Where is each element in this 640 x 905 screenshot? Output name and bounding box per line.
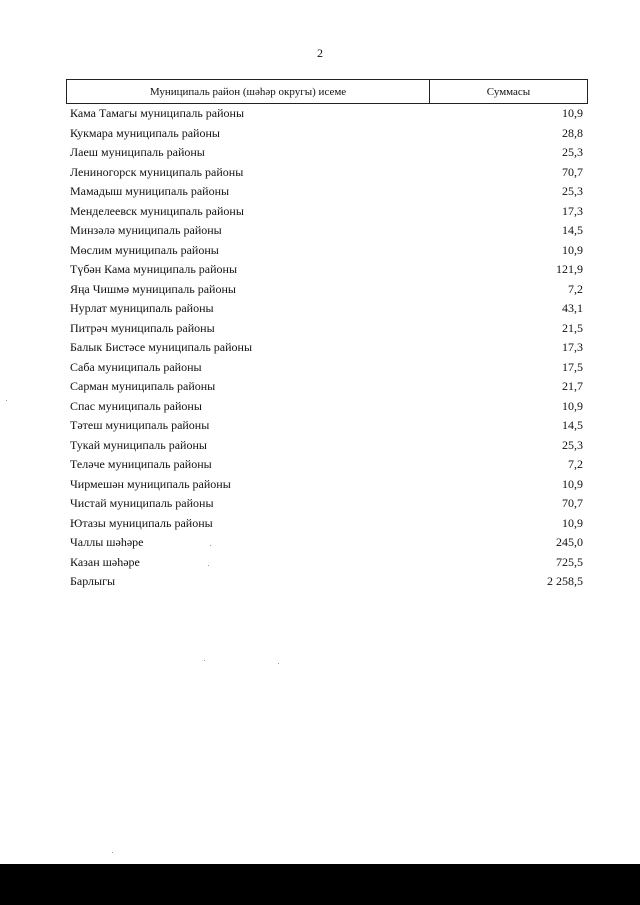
row-amount: 28,8 [562, 125, 583, 140]
row-name: Лениногорск муниципаль районы [70, 164, 244, 179]
row-amount: 70,7 [562, 164, 583, 179]
row-amount: 14,5 [562, 418, 583, 433]
row-amount: 21,7 [562, 379, 583, 394]
table-row [70, 319, 583, 339]
row-name: Кама Тамагы муниципаль районы [70, 106, 245, 121]
row-amount: 7,2 [568, 281, 583, 296]
scan-speck [204, 660, 205, 661]
row-amount: 10,9 [562, 398, 583, 413]
table-row [70, 416, 583, 436]
table-row [70, 572, 583, 592]
row-name: Барлыгы [70, 574, 116, 589]
row-name: Чаллы шәһәре [70, 535, 144, 550]
table-row [70, 436, 583, 456]
scan-speck [278, 663, 279, 664]
table-row [70, 124, 583, 144]
table-row [70, 377, 583, 397]
row-name: Питрәч муниципаль районы [70, 320, 215, 335]
row-amount: 725,5 [556, 554, 583, 569]
table-row [70, 494, 583, 514]
row-name: Саба муниципаль районы [70, 359, 202, 374]
row-amount: 25,3 [562, 437, 583, 452]
row-name: Мамадыш муниципаль районы [70, 184, 230, 199]
row-amount: 10,9 [562, 106, 583, 121]
table-row [70, 221, 583, 241]
row-name: Нурлат муниципаль районы [70, 301, 214, 316]
row-name: Кукмара муниципаль районы [70, 125, 220, 140]
table-body [70, 104, 583, 592]
table-row [70, 397, 583, 417]
row-amount: 2 258,5 [547, 574, 583, 589]
table-row [70, 280, 583, 300]
row-amount: 245,0 [556, 535, 583, 550]
table-row [70, 143, 583, 163]
row-name: Спас муниципаль районы [70, 398, 202, 413]
scan-border-bottom [0, 864, 640, 905]
row-name: Чирмешән муниципаль районы [70, 476, 231, 491]
scan-speck [210, 545, 211, 546]
table-row [70, 338, 583, 358]
table-row [70, 202, 583, 222]
row-name: Чистай муниципаль районы [70, 496, 214, 511]
row-amount: 10,9 [562, 476, 583, 491]
row-name: Казан шәһәре [70, 554, 140, 569]
column-header-amount: Суммасы [486, 85, 531, 98]
row-amount: 10,9 [562, 515, 583, 530]
row-amount: 21,5 [562, 320, 583, 335]
row-name: Минзәлә муниципаль районы [70, 223, 222, 238]
row-amount: 17,3 [562, 340, 583, 355]
table-row [70, 475, 583, 495]
row-amount: 70,7 [562, 496, 583, 511]
row-amount: 25,3 [562, 145, 583, 160]
row-name: Яңа Чишмә муниципаль районы [70, 281, 236, 296]
scan-speck [208, 565, 209, 566]
row-amount: 43,1 [562, 301, 583, 316]
row-name: Тукай муниципаль районы [70, 437, 207, 452]
scan-speck [112, 852, 113, 853]
row-amount: 10,9 [562, 242, 583, 257]
row-name: Лаеш муниципаль районы [70, 145, 205, 160]
row-amount: 14,5 [562, 223, 583, 238]
row-name: Тәтеш муниципаль районы [70, 418, 210, 433]
row-name: Мөслим муниципаль районы [70, 242, 219, 257]
table-row [70, 299, 583, 319]
scan-speck [6, 400, 7, 401]
row-amount: 17,5 [562, 359, 583, 374]
table-row [70, 533, 583, 553]
table-row [70, 182, 583, 202]
table-row [70, 260, 583, 280]
row-amount: 121,9 [556, 262, 583, 277]
table-row [70, 553, 583, 573]
row-name: Менделеевск муниципаль районы [70, 203, 244, 218]
row-amount: 25,3 [562, 184, 583, 199]
table-row [70, 455, 583, 475]
row-name: Сарман муниципаль районы [70, 379, 216, 394]
row-name: Түбән Кама муниципаль районы [70, 262, 238, 277]
row-amount: 7,2 [568, 457, 583, 472]
row-name: Ютазы муниципаль районы [70, 515, 213, 530]
table-header [66, 79, 588, 104]
table-row [70, 104, 583, 124]
table-row [70, 163, 583, 183]
row-amount: 17,3 [562, 203, 583, 218]
page-number: 2 [317, 46, 323, 60]
table-row [70, 241, 583, 261]
table-row [70, 514, 583, 534]
row-name: Теләче муниципаль районы [70, 457, 212, 472]
table-row [70, 358, 583, 378]
column-header-name: Муниципаль район (шәһәр округы) исеме [67, 80, 430, 103]
row-name: Балык Бистәсе муниципаль районы [70, 340, 253, 355]
